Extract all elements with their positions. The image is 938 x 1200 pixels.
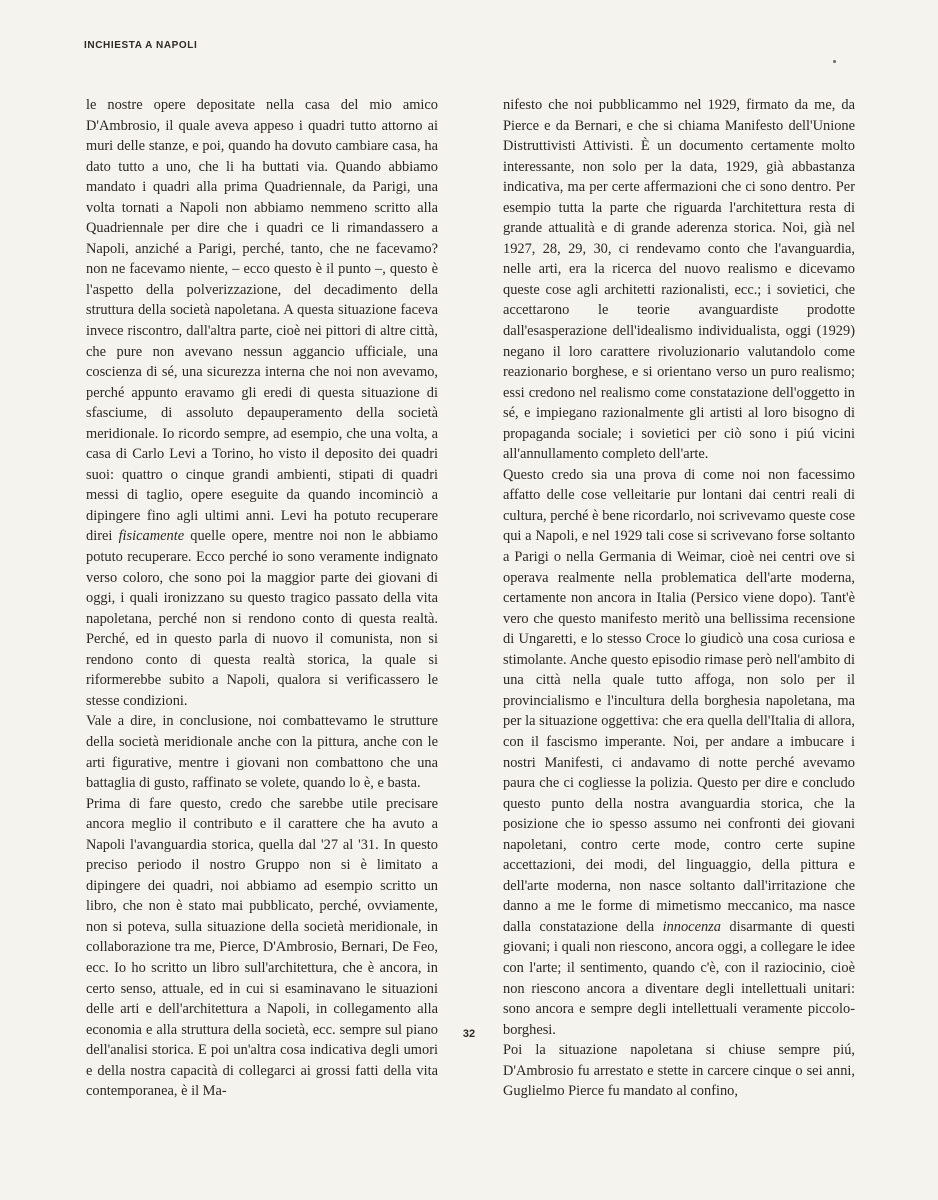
print-speck [833, 60, 836, 63]
right-column [503, 95, 855, 1102]
emphasis-text: innocenza [662, 918, 721, 935]
paragraph: Poi la situazione napoletana si chiuse sempre piú, D'Ambrosio fu arrestato e stette in carcere cinque o sei anni, Guglielmo Pierce fu mandato al confino, [503, 1042, 855, 1100]
paragraph: nifesto che noi pubblicammo nel 1929, firmato da me, da Pierce e da Bernari, e che si chiama Manifesto dell'Unione Distruttivisti Attivisti. È un documento certamente molto interessante, non solo per la data, 1929, già abbastanza indicativa, ma per certe affermazioni che ci sono dentro. Per esempio tutta la parte che riguarda l'architettura resta di grande attualità e di grande aderenza storica. Noi, già nel 1927, 28, 29, 30, ci rendevamo conto che l'avanguardia, nelle arti, era la ricerca del nuovo realismo e dicevamo queste cose agli architetti razionalisti, ecc.; i sovietici, che accettarono le teorie avanguardiste prodotte dall'esasperazione dell'idealismo individualista, oggi (1929) negano il loro carattere rivoluzionario valutandolo come reazionario borghese, e si orientano verso un puro realismo; essi credono nel realismo come constatazione dell'oggetto in sé, e impiegano razionalmente gli artisti al loro bisogno di propaganda sociale; i sovietici per ciò sono i piú vicini all'annullamento completo dell'arte. [503, 97, 855, 463]
paragraph: Vale a dire, in conclusione, noi combattevamo le strutture della società meridionale anche con la pittura, anche con le arti figurative, mentre i giovani non combattono che una battaglia di gusto, raffinato se volete, quando lo è, e basta. [86, 713, 438, 792]
running-head: INCHIESTA A NAPOLI [84, 40, 198, 51]
paragraph-text: disarmante di questi giovani; i quali non riescono, ancora oggi, a collegare le idee con l'arte; il sentimento, quando c'è, con il raziocinio, cioè non riescono ancora a diventare degli intellettuali unitari: sono ancora e sempre degli intellettuali veramente piccolo-borghesi. [503, 918, 855, 1038]
paragraph-text: quelle opere, mentre noi non le abbiamo potuto recuperare. Ecco perché io sono veramente indignato verso coloro, che sono poi la maggior parte dei giovani di oggi, i quali ironizzano su questo tragico passato della vita napoletana, perché non si rendono conto di questa realtà. Perché, ed in questo parla di nuovo il comunista, non si rendono conto di questa realtà storica, la quale si riformerebbe subito a Napoli, qualora si verificassero le stesse condizioni. [86, 528, 438, 709]
paragraph [86, 95, 438, 711]
page-number: 32 [462, 1028, 476, 1040]
paragraph [503, 465, 855, 1040]
emphasis-text: fisicamente [118, 528, 185, 545]
paragraph: Prima di fare questo, credo che sarebbe utile precisare ancora meglio il contributo e il carattere che ha avuto a Napoli l'avanguardia storica, quella dal '27 al '31. In questo preciso periodo il nostro Gruppo non si è limitato a dipingere dei quadri, noi abbiamo ad esempio scritto un libro, che non è stato mai pubblicato, perché, ovviamente, non si poteva, sulla situazione della società meridionale, in collaborazione tra me, Pierce, D'Ambrosio, Bernari, De Feo, ecc. Io ho scritto un libro sull'architettura, che è ancora, in certo senso, attuale, ed in cui si esaminavano le situazioni delle arti e dell'architettura a Napoli, in collegamento alla economia e alla struttura della società, ecc. sempre sul piano dell'analisi storica. E poi un'altra cosa indicativa degli umori e della nostra capacità di collegarci ai grossi fatti della vita contemporanea, è il Ma- [86, 795, 438, 1100]
left-column [86, 95, 438, 1102]
paragraph-text: Questo credo sia una prova di come noi non facessimo affatto delle cose velleitarie pur lontani dai centri reali di cultura, perché è bene ricordarlo, noi scrivevamo queste cose qui a Napoli, e nel 1929 tali cose si scrivevano forse soltanto a Parigi o nella Germania di Weimar, cioè nei centri ove si operava realmente nella problematica dell'arte moderna, certamente non ancora in Italia (Persico viene dopo). Tant'è vero che questo manifesto meritò una bellissima recensione di Ungaretti, e lo stesso Croce lo giudicò una cosa curiosa e stimolante. Anche questo episodio rimase però nell'ambito di una città nella quale tutto affoga, non solo per il provincialismo e l'incultura della borghesia napoletana, ma per la situazione oggettiva: che era quella dell'Italia di allora, con il fascismo imperante. Noi, per andare a imbucare i nostri Manifesti, ci andavamo di notte perché avevamo paura che ci cogliesse la polizia. Questo per dire e concludo questo punto della nostra avanguardia storica, che la posizione che io spesso assumo nei confronti dei giovani napoletani, contro certe mode, contro certe supine accettazioni, dei modi, del linguaggio, della pittura e dell'arte moderna, non nasce soltanto dall'irritazione che danno a me le forme di mimetismo meccanico, ma nasce dalla constatazione della [503, 466, 855, 935]
paragraph-text: le nostre opere depositate nella casa del mio amico D'Ambrosio, il quale aveva appeso i quadri tutto attorno ai muri delle stanze, e poi, quando ha dovuto cambiare casa, ha dato tutto a uno, che li ha buttati via. Quando abbiamo mandato i quadri alla prima Quadriennale, da Parigi, una volta tornati a Napoli non abbiamo nemmeno scritto alla Quadriennale per dire che i quadri ce li rimandassero a Napoli, anziché a Parigi, perché, tanto, che ne facevamo? non ne facevamo niente, – ecco questo è il punto –, questo è l'aspetto della polverizzazione, del decadimento della struttura della società napoletana. A questa situazione faceva invece riscontro, dall'altra parte, cioè nei pittori di altre città, che pure non avevano nessun aggancio ufficiale, una coscienza di sé, una sicurezza interna che noi non avevamo, perché appunto eravamo gli eredi di questa situazione di sfasciume, di assoluto depauperamento della società meridionale. Io ricordo sempre, ad esempio, che una volta, a casa di Carlo Levi a Torino, ho visto il deposito dei quadri suoi: quattro o cinque grandi ambienti, stipati di quadri messi di taglio, opere eseguite da quando incominciò a dipingere fino agli ultimi anni. Levi ha potuto recuperare direi [86, 97, 438, 545]
